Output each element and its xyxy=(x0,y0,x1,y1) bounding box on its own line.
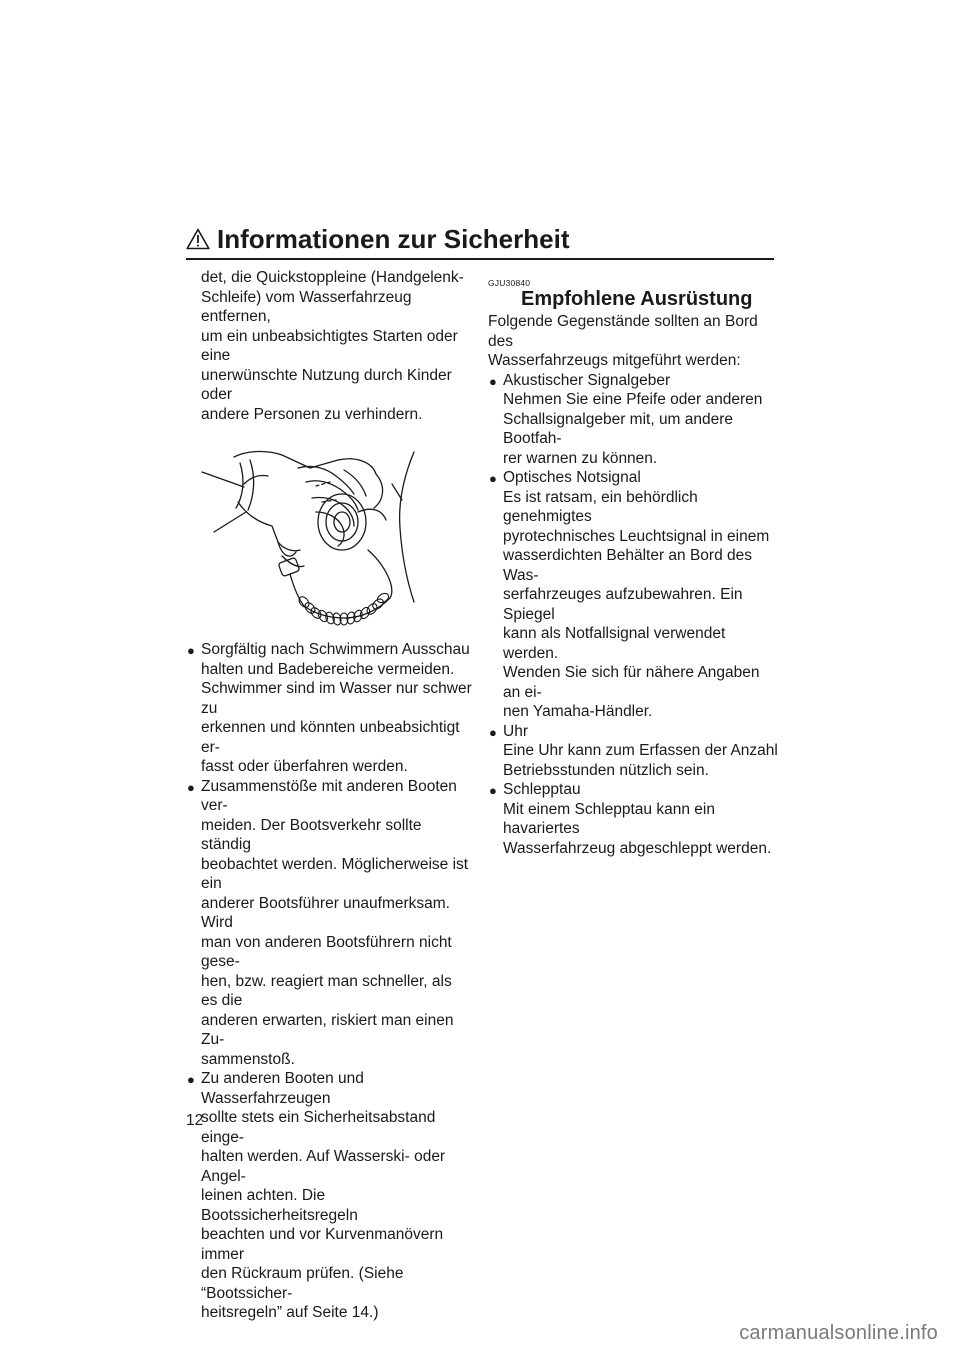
intro-paragraph: det, die Quickstoppleine (Handgelenk- Schleife) vom Wasserfahrzeug entfernen, um ein unbeabsichtigtes Starten oder eine unerwünschte Nutzung durch Kinder oder andere Personen zu verhindern. xyxy=(201,269,464,423)
equipment-item-text: Eine Uhr kann zum Erfassen der Anzahl Betriebsstunden nützlich sein. xyxy=(503,742,778,779)
bullet-dot-icon: ● xyxy=(489,471,497,486)
section-intro: Folgende Gegenstände sollten an Bord des Wasserfahrzeugs mitgeführt werden: xyxy=(488,313,758,369)
equipment-item xyxy=(488,780,778,858)
page-number: 12 xyxy=(186,1112,204,1129)
warning-triangle-icon xyxy=(186,228,210,250)
page-header xyxy=(186,224,774,260)
safety-bullet: ● Sorgfältig nach Schwimmern Ausschau halten und Badebereiche vermeiden. Schwimmer sind im Wasser nur schwer zu erkennen und könnten unbeabsichtigt er- fasst oder überfahren werden. xyxy=(187,641,472,775)
bullet-dot-icon: ● xyxy=(187,779,195,795)
equipment-item-title: Uhr xyxy=(503,722,528,740)
equipment-item xyxy=(488,371,778,469)
equipment-item-text: Mit einem Schlepptau kann ein havariertes Wasserfahrzeug abgeschleppt werden. xyxy=(503,800,772,857)
left-column xyxy=(186,268,472,1323)
section-heading: Empfohlene Ausrüstung xyxy=(521,288,753,310)
section-code: GJU30840 xyxy=(488,278,531,288)
equipment-item-title: Akustischer Signalgeber xyxy=(503,371,671,389)
equipment-item xyxy=(488,468,778,722)
bullet-dot-icon: ● xyxy=(187,643,195,658)
bullet-dot-icon: ● xyxy=(187,1072,195,1087)
equipment-item xyxy=(488,722,778,781)
safety-bullet: ● Zu anderen Booten und Wasserfahrzeugen sollte stets ein Sicherheitsabstand einge- halten werden. Auf Wasserski- oder Angel- leinen achten. Die Bootssicherheitsregeln beachten und vor Kurvenmanövern immer den Rückraum prüfen. (Siehe “Bootssicher- heitsregeln” auf Seite 14.) xyxy=(187,1070,446,1321)
equipment-item-title: Schlepptau xyxy=(503,781,581,798)
equipment-item-text: Nehmen Sie eine Pfeife oder anderen Schallsignalgeber mit, um andere Bootfah- rer warnen zu können. xyxy=(503,391,763,467)
equipment-item-title: Optisches Notsignal xyxy=(503,469,641,486)
safety-bullet: ● Zusammenstöße mit anderen Booten ver- meiden. Der Bootsverkehr sollte ständig beobachtet werden. Möglicherweise ist ein anderer Bootsführer unaufmerksam. Wird man von anderen Bootsführern nicht gese- hen, bzw. reagiert man schneller, als es die anderen erwarten, riskiert man einen Zu- sammenstoß. xyxy=(187,777,469,1068)
bullet-dot-icon: ● xyxy=(489,373,497,389)
bullet-dot-icon: ● xyxy=(489,724,497,740)
page-title: Informationen zur Sicherheit xyxy=(217,224,570,254)
equipment-item-text: Es ist ratsam, ein behördlich genehmigtes pyrotechnisches Leuchtsignal in einem wasserdichten Behälter an Bord des Was- serfahrzeuges aufzubewahren. Ein Spiegel kann als Notfallsignal verwendet werden. Wenden Sie sich für nähere Angaben an ei- nen Yamaha-Händler. xyxy=(503,488,770,720)
watermark: carmanualsonline.info xyxy=(739,1322,938,1344)
bullet-dot-icon: ● xyxy=(489,783,497,798)
illustration-hand-lanyard xyxy=(186,438,472,634)
right-column xyxy=(488,278,778,858)
